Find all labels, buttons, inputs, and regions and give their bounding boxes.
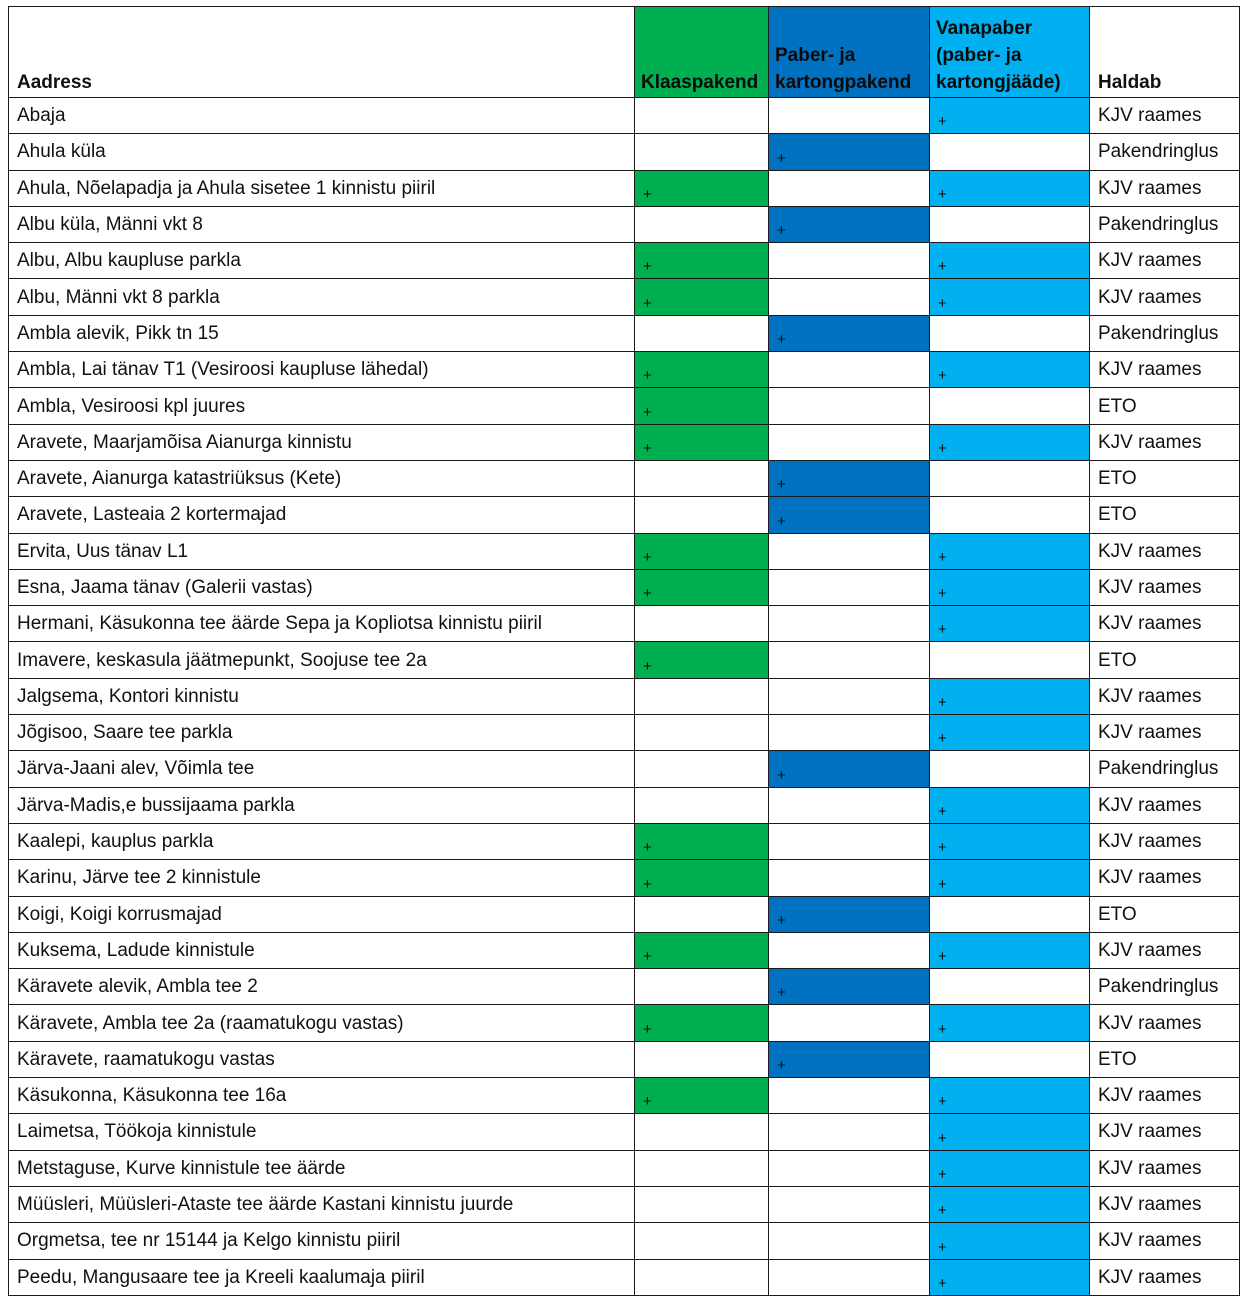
paberpakend-cell — [769, 678, 930, 714]
paberpakend-cell — [769, 1114, 930, 1150]
address-cell: Ahula küla — [9, 134, 635, 170]
table-row — [9, 751, 1240, 787]
vanapaber-cell — [930, 279, 1090, 315]
klaaspakend-cell — [635, 1259, 769, 1295]
haldab-cell: KJV raames — [1090, 1005, 1240, 1041]
table-row — [9, 715, 1240, 751]
klaaspakend-cell — [635, 1223, 769, 1259]
plus-mark: + — [938, 839, 947, 857]
klaaspakend-cell — [635, 1114, 769, 1150]
table-row — [9, 606, 1240, 642]
plus-mark: + — [643, 403, 652, 421]
table-row — [9, 1041, 1240, 1077]
plus-mark: + — [938, 694, 947, 712]
table-row — [9, 642, 1240, 678]
paberpakend-cell — [769, 460, 930, 496]
table-row — [9, 1078, 1240, 1114]
klaaspakend-cell — [635, 1041, 769, 1077]
table-row — [9, 460, 1240, 496]
vanapaber-cell — [930, 1150, 1090, 1186]
vanapaber-cell — [930, 497, 1090, 533]
plus-mark: + — [938, 367, 947, 385]
table-row — [9, 787, 1240, 823]
plus-mark: + — [938, 1274, 947, 1292]
plus-mark: + — [777, 512, 786, 530]
haldab-cell: KJV raames — [1090, 787, 1240, 823]
paberpakend-cell — [769, 170, 930, 206]
paberpakend-cell — [769, 642, 930, 678]
plus-mark: + — [938, 185, 947, 203]
plus-mark: + — [938, 948, 947, 966]
paberpakend-cell — [769, 751, 930, 787]
plus-mark: + — [643, 1020, 652, 1038]
address-cell: Albu küla, Männi vkt 8 — [9, 206, 635, 242]
paberpakend-cell — [769, 1078, 930, 1114]
plus-mark: + — [938, 1093, 947, 1111]
paberpakend-cell — [769, 352, 930, 388]
address-cell: Albu, Männi vkt 8 parkla — [9, 279, 635, 315]
address-cell: Laimetsa, Töökoja kinnistule — [9, 1114, 635, 1150]
klaaspakend-cell — [635, 497, 769, 533]
vanapaber-cell — [930, 751, 1090, 787]
table-body — [9, 98, 1240, 1296]
vanapaber-cell — [930, 388, 1090, 424]
plus-mark: + — [643, 585, 652, 603]
address-cell: Järva-Madis,e bussijaama parkla — [9, 787, 635, 823]
plus-mark: + — [643, 294, 652, 312]
vanapaber-cell — [930, 932, 1090, 968]
vanapaber-cell — [930, 206, 1090, 242]
table-row — [9, 969, 1240, 1005]
paberpakend-cell — [769, 860, 930, 896]
plus-mark: + — [777, 1057, 786, 1075]
haldab-cell: Pakendringlus — [1090, 969, 1240, 1005]
haldab-cell: KJV raames — [1090, 98, 1240, 134]
vanapaber-cell — [930, 1005, 1090, 1041]
paberpakend-cell — [769, 98, 930, 134]
plus-mark: + — [938, 294, 947, 312]
vanapaber-cell — [930, 1114, 1090, 1150]
vanapaber-cell — [930, 134, 1090, 170]
plus-mark: + — [938, 802, 947, 820]
haldab-cell: KJV raames — [1090, 352, 1240, 388]
klaaspakend-cell — [635, 279, 769, 315]
address-cell: Aravete, Maarjamõisa Aianurga kinnistu — [9, 424, 635, 460]
klaaspakend-cell — [635, 315, 769, 351]
address-cell: Kuksema, Ladude kinnistule — [9, 932, 635, 968]
plus-mark: + — [777, 766, 786, 784]
address-cell: Järva-Jaani alev, Võimla tee — [9, 751, 635, 787]
haldab-cell: Pakendringlus — [1090, 134, 1240, 170]
klaaspakend-cell — [635, 606, 769, 642]
table-row — [9, 243, 1240, 279]
vanapaber-cell — [930, 787, 1090, 823]
vanapaber-cell — [930, 1259, 1090, 1295]
plus-mark: + — [938, 621, 947, 639]
header-haldab: Haldab — [1090, 7, 1240, 98]
klaaspakend-cell — [635, 206, 769, 242]
paberpakend-cell — [769, 606, 930, 642]
paberpakend-cell — [769, 715, 930, 751]
table-row — [9, 932, 1240, 968]
plus-mark: + — [777, 331, 786, 349]
table-row — [9, 823, 1240, 859]
table-row — [9, 388, 1240, 424]
plus-mark: + — [643, 839, 652, 857]
klaaspakend-cell — [635, 642, 769, 678]
table-header-row — [9, 7, 1240, 98]
vanapaber-cell — [930, 424, 1090, 460]
haldab-cell: ETO — [1090, 896, 1240, 932]
plus-mark: + — [938, 1238, 947, 1256]
plus-mark: + — [938, 439, 947, 457]
klaaspakend-cell — [635, 170, 769, 206]
table-row — [9, 533, 1240, 569]
haldab-cell: KJV raames — [1090, 678, 1240, 714]
paberpakend-cell — [769, 279, 930, 315]
klaaspakend-cell — [635, 134, 769, 170]
klaaspakend-cell — [635, 678, 769, 714]
klaaspakend-cell — [635, 460, 769, 496]
plus-mark: + — [777, 222, 786, 240]
klaaspakend-cell — [635, 1186, 769, 1222]
haldab-cell: Pakendringlus — [1090, 206, 1240, 242]
haldab-cell: ETO — [1090, 1041, 1240, 1077]
address-cell: Metstaguse, Kurve kinnistule tee äärde — [9, 1150, 635, 1186]
plus-mark: + — [938, 113, 947, 131]
paberpakend-cell — [769, 969, 930, 1005]
header-klaaspakend: Klaaspakend — [635, 7, 769, 98]
plus-mark: + — [938, 1020, 947, 1038]
klaaspakend-cell — [635, 352, 769, 388]
haldab-cell: KJV raames — [1090, 823, 1240, 859]
paberpakend-cell — [769, 1005, 930, 1041]
vanapaber-cell — [930, 1078, 1090, 1114]
address-cell: Kaalepi, kauplus parkla — [9, 823, 635, 859]
address-cell: Käravete, Ambla tee 2a (raamatukogu vastas) — [9, 1005, 635, 1041]
haldab-cell: KJV raames — [1090, 1186, 1240, 1222]
vanapaber-cell — [930, 1041, 1090, 1077]
vanapaber-cell — [930, 243, 1090, 279]
plus-mark: + — [938, 1129, 947, 1147]
table-row — [9, 678, 1240, 714]
vanapaber-cell — [930, 860, 1090, 896]
vanapaber-cell — [930, 533, 1090, 569]
plus-mark: + — [643, 258, 652, 276]
haldab-cell: ETO — [1090, 460, 1240, 496]
haldab-cell: KJV raames — [1090, 715, 1240, 751]
vanapaber-cell — [930, 823, 1090, 859]
vanapaber-cell — [930, 460, 1090, 496]
klaaspakend-cell — [635, 932, 769, 968]
vanapaber-cell — [930, 170, 1090, 206]
table-row — [9, 1005, 1240, 1041]
haldab-cell: KJV raames — [1090, 1078, 1240, 1114]
address-cell: Käsukonna, Käsukonna tee 16a — [9, 1078, 635, 1114]
address-cell: Hermani, Käsukonna tee äärde Sepa ja Kopliotsa kinnistu piiril — [9, 606, 635, 642]
vanapaber-cell — [930, 1186, 1090, 1222]
paberpakend-cell — [769, 243, 930, 279]
plus-mark: + — [643, 1093, 652, 1111]
table-row — [9, 352, 1240, 388]
klaaspakend-cell — [635, 860, 769, 896]
vanapaber-cell — [930, 969, 1090, 1005]
vanapaber-cell — [930, 315, 1090, 351]
paberpakend-cell — [769, 1186, 930, 1222]
table-row — [9, 170, 1240, 206]
paberpakend-cell — [769, 388, 930, 424]
address-cell: Abaja — [9, 98, 635, 134]
address-cell: Imavere, keskasula jäätmepunkt, Soojuse tee 2a — [9, 642, 635, 678]
haldab-cell: KJV raames — [1090, 1114, 1240, 1150]
vanapaber-cell — [930, 569, 1090, 605]
table-row — [9, 1186, 1240, 1222]
address-cell: Peedu, Mangusaare tee ja Kreeli kaalumaja piiril — [9, 1259, 635, 1295]
klaaspakend-cell — [635, 388, 769, 424]
plus-mark: + — [938, 585, 947, 603]
address-cell: Käravete alevik, Ambla tee 2 — [9, 969, 635, 1005]
plus-mark: + — [643, 548, 652, 566]
haldab-cell: KJV raames — [1090, 606, 1240, 642]
klaaspakend-cell — [635, 1078, 769, 1114]
paberpakend-cell — [769, 1259, 930, 1295]
plus-mark: + — [643, 875, 652, 893]
paberpakend-cell — [769, 932, 930, 968]
vanapaber-cell — [930, 98, 1090, 134]
collection-points-table — [8, 6, 1240, 1296]
haldab-cell: KJV raames — [1090, 533, 1240, 569]
table-row — [9, 860, 1240, 896]
header-vanapaber: Vanapaber (paber- ja kartongjääde) — [930, 7, 1090, 98]
klaaspakend-cell — [635, 823, 769, 859]
table-row — [9, 98, 1240, 134]
plus-mark: + — [643, 185, 652, 203]
haldab-cell: KJV raames — [1090, 569, 1240, 605]
haldab-cell: ETO — [1090, 642, 1240, 678]
address-cell: Jalgsema, Kontori kinnistu — [9, 678, 635, 714]
haldab-cell: KJV raames — [1090, 424, 1240, 460]
table-row — [9, 896, 1240, 932]
vanapaber-cell — [930, 1223, 1090, 1259]
table-row — [9, 1223, 1240, 1259]
plus-mark: + — [643, 367, 652, 385]
paberpakend-cell — [769, 134, 930, 170]
haldab-cell: KJV raames — [1090, 1223, 1240, 1259]
paberpakend-cell — [769, 1041, 930, 1077]
address-cell: Müüsleri, Müüsleri-Ataste tee äärde Kastani kinnistu juurde — [9, 1186, 635, 1222]
address-cell: Koigi, Koigi korrusmajad — [9, 896, 635, 932]
plus-mark: + — [643, 948, 652, 966]
address-cell: Ambla, Vesiroosi kpl juures — [9, 388, 635, 424]
address-cell: Albu, Albu kaupluse parkla — [9, 243, 635, 279]
klaaspakend-cell — [635, 1150, 769, 1186]
address-cell: Ahula, Nõelapadja ja Ahula sisetee 1 kinnistu piiril — [9, 170, 635, 206]
address-cell: Aravete, Aianurga katastriüksus (Kete) — [9, 460, 635, 496]
plus-mark: + — [643, 439, 652, 457]
plus-mark: + — [938, 875, 947, 893]
haldab-cell: Pakendringlus — [1090, 315, 1240, 351]
address-cell: Ambla alevik, Pikk tn 15 — [9, 315, 635, 351]
paberpakend-cell — [769, 533, 930, 569]
klaaspakend-cell — [635, 969, 769, 1005]
haldab-cell: ETO — [1090, 497, 1240, 533]
address-cell: Orgmetsa, tee nr 15144 ja Kelgo kinnistu piiril — [9, 1223, 635, 1259]
klaaspakend-cell — [635, 424, 769, 460]
klaaspakend-cell — [635, 569, 769, 605]
haldab-cell: KJV raames — [1090, 1150, 1240, 1186]
address-cell: Karinu, Järve tee 2 kinnistule — [9, 860, 635, 896]
plus-mark: + — [643, 657, 652, 675]
plus-mark: + — [777, 984, 786, 1002]
klaaspakend-cell — [635, 751, 769, 787]
plus-mark: + — [938, 258, 947, 276]
address-cell: Ambla, Lai tänav T1 (Vesiroosi kaupluse lähedal) — [9, 352, 635, 388]
klaaspakend-cell — [635, 715, 769, 751]
paberpakend-cell — [769, 823, 930, 859]
haldab-cell: ETO — [1090, 388, 1240, 424]
header-paber-ja-kartongpakend: Paber- ja kartongpakend — [769, 7, 930, 98]
header-address: Aadress — [9, 7, 635, 98]
address-cell: Esna, Jaama tänav (Galerii vastas) — [9, 569, 635, 605]
table-row — [9, 1259, 1240, 1295]
plus-mark: + — [777, 476, 786, 494]
table-row — [9, 1150, 1240, 1186]
vanapaber-cell — [930, 606, 1090, 642]
table-row — [9, 279, 1240, 315]
paberpakend-cell — [769, 206, 930, 242]
paberpakend-cell — [769, 896, 930, 932]
paberpakend-cell — [769, 1150, 930, 1186]
vanapaber-cell — [930, 642, 1090, 678]
table-row — [9, 206, 1240, 242]
paberpakend-cell — [769, 787, 930, 823]
table-row — [9, 424, 1240, 460]
address-cell: Ervita, Uus tänav L1 — [9, 533, 635, 569]
vanapaber-cell — [930, 352, 1090, 388]
vanapaber-cell — [930, 715, 1090, 751]
haldab-cell: KJV raames — [1090, 279, 1240, 315]
klaaspakend-cell — [635, 896, 769, 932]
plus-mark: + — [777, 911, 786, 929]
plus-mark: + — [938, 730, 947, 748]
paberpakend-cell — [769, 497, 930, 533]
table-row — [9, 134, 1240, 170]
klaaspakend-cell — [635, 1005, 769, 1041]
haldab-cell: KJV raames — [1090, 860, 1240, 896]
plus-mark: + — [938, 1202, 947, 1220]
table-row — [9, 569, 1240, 605]
paberpakend-cell — [769, 424, 930, 460]
plus-mark: + — [938, 548, 947, 566]
haldab-cell: KJV raames — [1090, 243, 1240, 279]
table-row — [9, 1114, 1240, 1150]
klaaspakend-cell — [635, 98, 769, 134]
vanapaber-cell — [930, 678, 1090, 714]
plus-mark: + — [777, 149, 786, 167]
klaaspakend-cell — [635, 533, 769, 569]
klaaspakend-cell — [635, 243, 769, 279]
haldab-cell: Pakendringlus — [1090, 751, 1240, 787]
address-cell: Käravete, raamatukogu vastas — [9, 1041, 635, 1077]
address-cell: Aravete, Lasteaia 2 kortermajad — [9, 497, 635, 533]
table-row — [9, 497, 1240, 533]
table-row — [9, 315, 1240, 351]
haldab-cell: KJV raames — [1090, 932, 1240, 968]
plus-mark: + — [938, 1165, 947, 1183]
haldab-cell: KJV raames — [1090, 1259, 1240, 1295]
address-cell: Jõgisoo, Saare tee parkla — [9, 715, 635, 751]
paberpakend-cell — [769, 315, 930, 351]
haldab-cell: KJV raames — [1090, 170, 1240, 206]
paberpakend-cell — [769, 569, 930, 605]
vanapaber-cell — [930, 896, 1090, 932]
klaaspakend-cell — [635, 787, 769, 823]
paberpakend-cell — [769, 1223, 930, 1259]
